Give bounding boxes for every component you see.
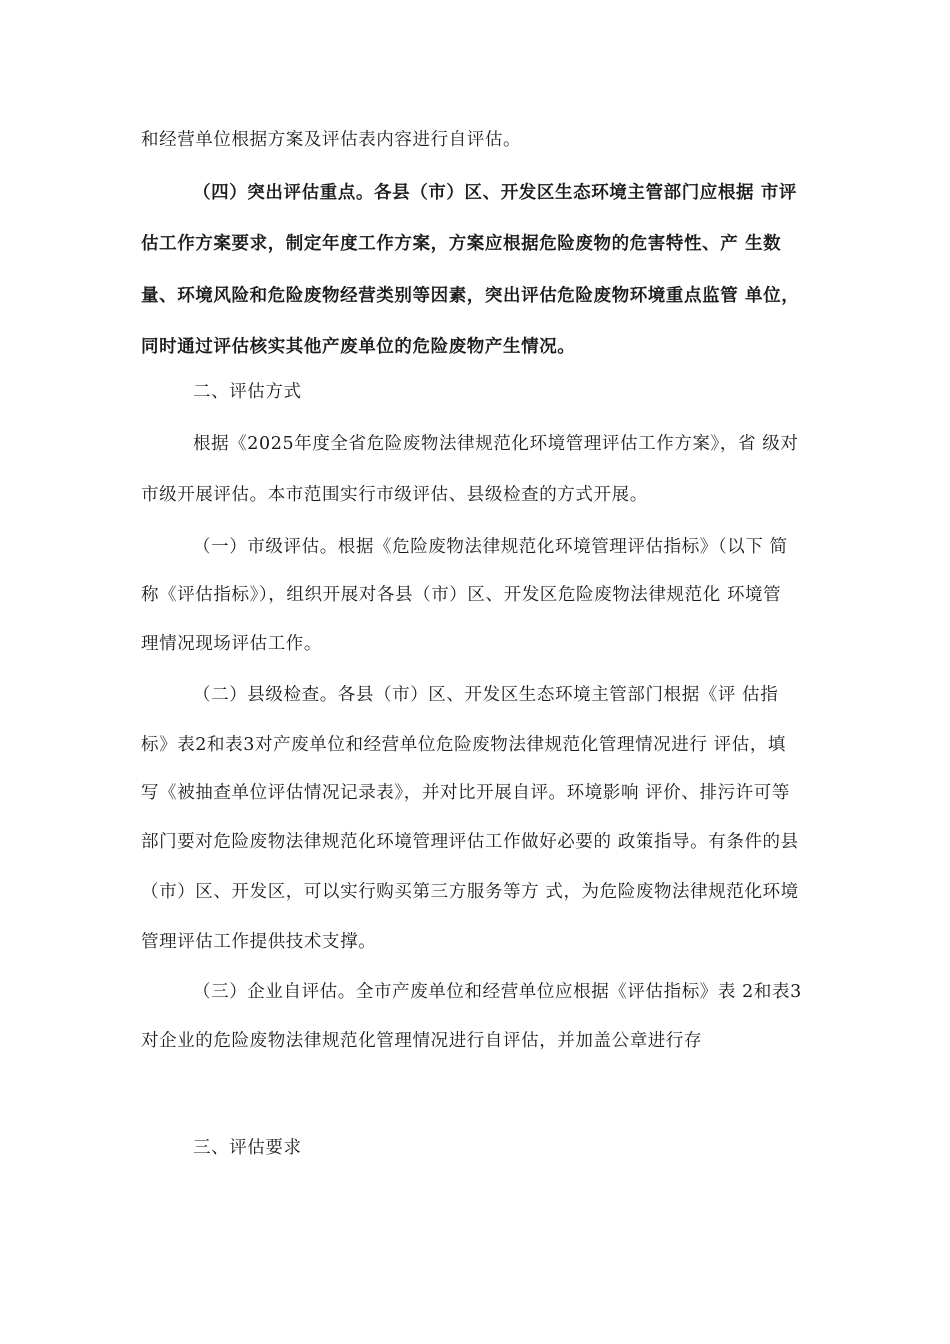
paragraph-line: （四）突出评估重点。各县（市）区、开发区生态环境主管部门应根据 市评 <box>193 183 797 203</box>
section-heading: 三、评估要求 <box>193 1138 302 1158</box>
paragraph-line: 理情况现场评估工作。 <box>141 634 322 654</box>
paragraph-line: 估工作方案要求，制定年度工作方案，方案应根据危险废物的危害特性、产 生数 <box>141 234 782 254</box>
paragraph-line: 和经营单位根据方案及评估表内容进行自评估。 <box>141 130 522 150</box>
paragraph-line: 写《被抽查单位评估情况记录表》，并对比开展自评。环境影响 评价、排污许可等 <box>141 783 791 803</box>
paragraph-line: 量、环境风险和危险废物经营类别等因素，突出评估危险废物环境重点监管 单位， <box>141 286 800 306</box>
paragraph-line: （三）企业自评估。全市产废单位和经营单位应根据《评估指标》表 2和表3 <box>193 982 802 1002</box>
paragraph-line: 标》表2和表3对产废单位和经营单位危险废物法律规范化管理情况进行 评估，填 <box>141 735 787 755</box>
paragraph-line: 管理评估工作提供技术支撑。 <box>141 932 377 952</box>
paragraph-line: （二）县级检查。各县（市）区、开发区生态环境主管部门根据《评 估指 <box>193 685 779 705</box>
paragraph-line: （市）区、开发区，可以实行购买第三方服务等方 式，为危险废物法律规范化环境 <box>141 882 799 902</box>
paragraph-line: 根据《2025年度全省危险废物法律规范化环境管理评估工作方案》，省 级对 <box>193 434 799 454</box>
section-heading: 二、评估方式 <box>193 382 302 402</box>
paragraph-line: 部门要对危险废物法律规范化环境管理评估工作做好必要的 政策指导。有条件的县 <box>141 832 799 852</box>
paragraph-line: 同时通过评估核实其他产废单位的危险废物产生情况。 <box>141 337 576 357</box>
paragraph-line: 对企业的危险废物法律规范化管理情况进行自评估，并加盖公章进行存 <box>141 1031 703 1051</box>
paragraph-line: （一）市级评估。根据《危险废物法律规范化环境管理评估指标》（以下 简 <box>193 537 788 557</box>
paragraph-line: 市级开展评估。本市范围实行市级评估、县级检查的方式开展。 <box>141 485 648 505</box>
paragraph-line: 称《评估指标》），组织开展对各县（市）区、开发区危险废物法律规范化 环境管 <box>141 585 782 605</box>
